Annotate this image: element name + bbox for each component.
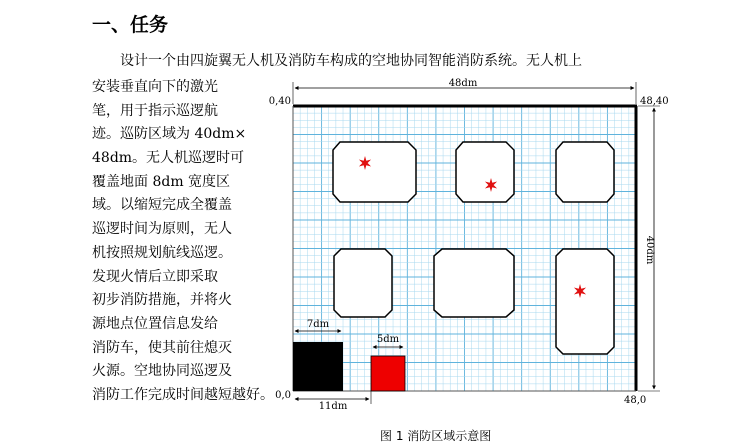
corner-bottom-right: 48,0	[624, 395, 647, 406]
section-heading: 一、任务	[92, 14, 169, 36]
offset-label: 11dm	[318, 401, 348, 412]
text-line: 消防车，使其前往熄灭	[92, 339, 232, 356]
text-line: 巡逻时间为原则，无人	[92, 221, 232, 238]
figure-caption: 图 1 消防区域示意图	[380, 429, 492, 443]
corner-top-right: 48,40	[640, 96, 669, 107]
text-line: 迹。巡防区域为 40dm×	[92, 126, 247, 143]
obstacle-6	[556, 249, 614, 354]
text-line: 火源。空地协同巡逻及	[92, 363, 232, 380]
text-line: 机按照规划航线巡逻。	[92, 244, 232, 261]
black-block-label: 7dm	[306, 319, 330, 330]
text-line: 发现火情后立即采取	[92, 268, 218, 285]
intro-line: 设计一个由四旋翼无人机及消防车构成的空地协同智能消防系统。无人机上	[120, 53, 582, 69]
text-line: 初步消防措施，并将火	[92, 292, 232, 309]
height-label: 40dm	[644, 235, 655, 265]
obstacle-5	[434, 249, 514, 317]
text-line: 48dm。无人机巡逻时可	[92, 150, 245, 167]
text-line: 源地点位置信息发给	[92, 315, 218, 332]
text-line: 消防工作完成时间越短越好。	[92, 386, 274, 403]
corner-top-left: 0,40	[268, 96, 291, 107]
corner-bottom-left: 0,0	[275, 390, 291, 401]
obstacle-4	[334, 249, 392, 317]
red-block	[371, 356, 405, 391]
text-line: 笔，用于指示巡逻航	[92, 102, 218, 119]
text-line: 覆盖地面 8dm 宽度区	[92, 173, 231, 190]
text-line: 域。以缩短完成全覆盖	[92, 197, 232, 214]
text-line: 安装垂直向下的激光	[92, 79, 218, 95]
black-block	[293, 342, 343, 391]
red-block-label: 5dm	[376, 334, 400, 345]
width-label: 48dm	[448, 78, 478, 89]
obstacle-1	[333, 142, 416, 202]
obstacle-3	[556, 142, 614, 202]
obstacle-2	[456, 142, 514, 202]
